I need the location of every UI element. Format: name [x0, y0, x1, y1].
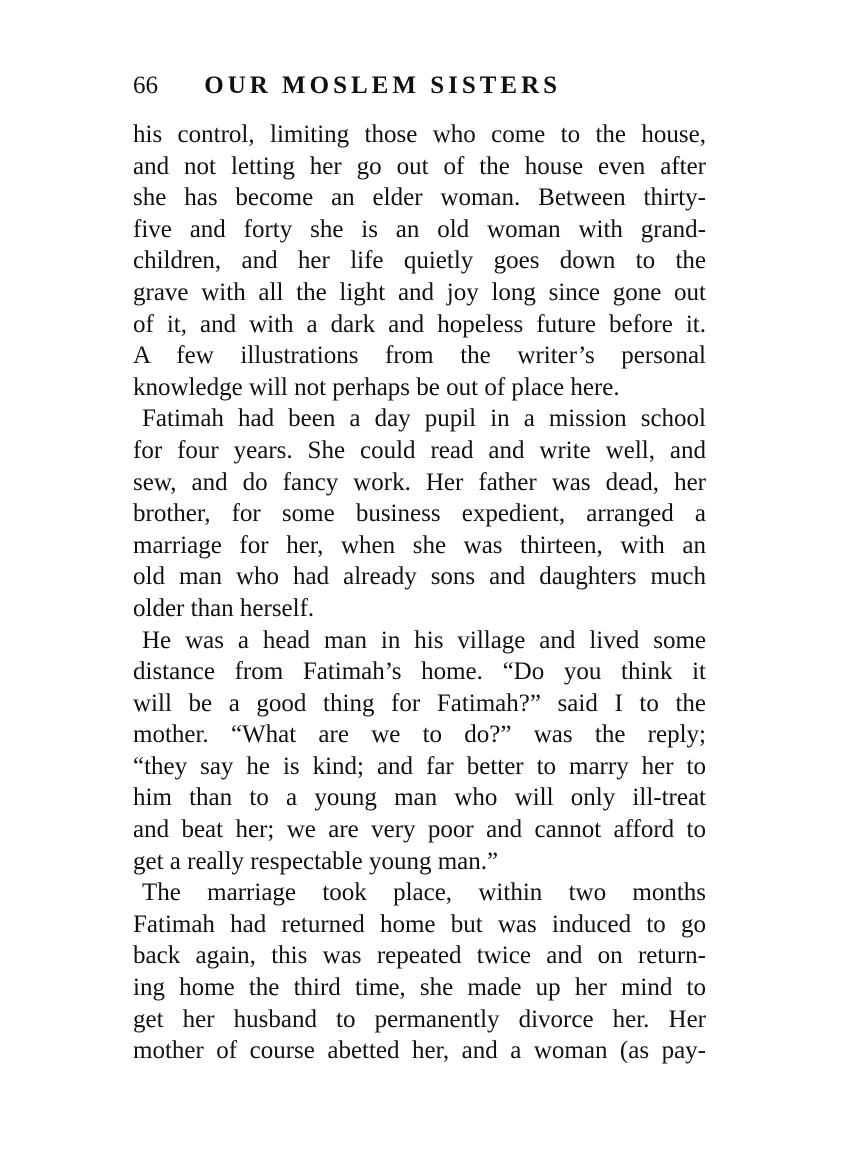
- text-line: old man who had already sons and daughters much: [133, 563, 706, 591]
- text-line: his control, limiting those who come to the house,: [133, 121, 706, 148]
- text-line: distance from Fatimah’s home. “Do you think it: [133, 658, 706, 686]
- book-title: OUR MOSLEM SISTERS: [204, 72, 562, 99]
- text-line: will be a good thing for Fatimah?” said I to the: [133, 689, 706, 717]
- text-line: marriage for her, when she was thirteen, with an: [133, 531, 706, 559]
- text-line: “they say he is kind; and far better to marry her to: [133, 752, 706, 780]
- paragraph-first-line: Fatimah had been a day pupil in a mission school: [142, 405, 706, 433]
- text-line: she has become an elder woman. Between thirty-: [133, 184, 706, 212]
- paragraph-first-line: The marriage took place, within two months: [142, 879, 706, 907]
- text-line: older than herself.: [133, 594, 315, 622]
- text-line: brother, for some business expedient, arranged a: [133, 500, 706, 528]
- running-head: [133, 68, 713, 104]
- text-line: Fatimah had returned home but was induced to go: [133, 910, 706, 938]
- text-line: knowledge will not perhaps be out of place here.: [133, 373, 620, 401]
- body-text: [133, 119, 706, 1067]
- text-line: get a really respectable young man.”: [133, 847, 499, 875]
- text-line: back again, this was repeated twice and on return-: [133, 942, 706, 970]
- text-line: him than to a young man who will only ill-treat: [133, 784, 706, 812]
- text-line: get her husband to permanently divorce her. Her: [133, 1005, 706, 1033]
- text-line: mother of course abetted her, and a woman (as pay-: [133, 1037, 706, 1065]
- text-line: and beat her; we are very poor and cannot afford to: [133, 816, 706, 844]
- text-line: mother. “What are we to do?” was the reply;: [133, 721, 706, 749]
- text-line: sew, and do fancy work. Her father was dead, her: [133, 468, 706, 496]
- text-line: for four years. She could read and write well, and: [133, 436, 706, 464]
- text-line: A few illustrations from the writer’s personal: [133, 342, 706, 370]
- page-number: 66: [133, 72, 158, 99]
- text-line: ing home the third time, she made up her mind to: [133, 974, 706, 1002]
- text-line: children, and her life quietly goes down to the: [133, 247, 706, 275]
- text-line: grave with all the light and joy long since gone out: [133, 278, 706, 306]
- text-line: and not letting her go out of the house even after: [133, 152, 706, 180]
- text-line: five and forty she is an old woman with grand-: [133, 215, 706, 243]
- paragraph-first-line: He was a head man in his village and lived some: [142, 626, 706, 654]
- text-line: of it, and with a dark and hopeless future before it.: [133, 310, 706, 338]
